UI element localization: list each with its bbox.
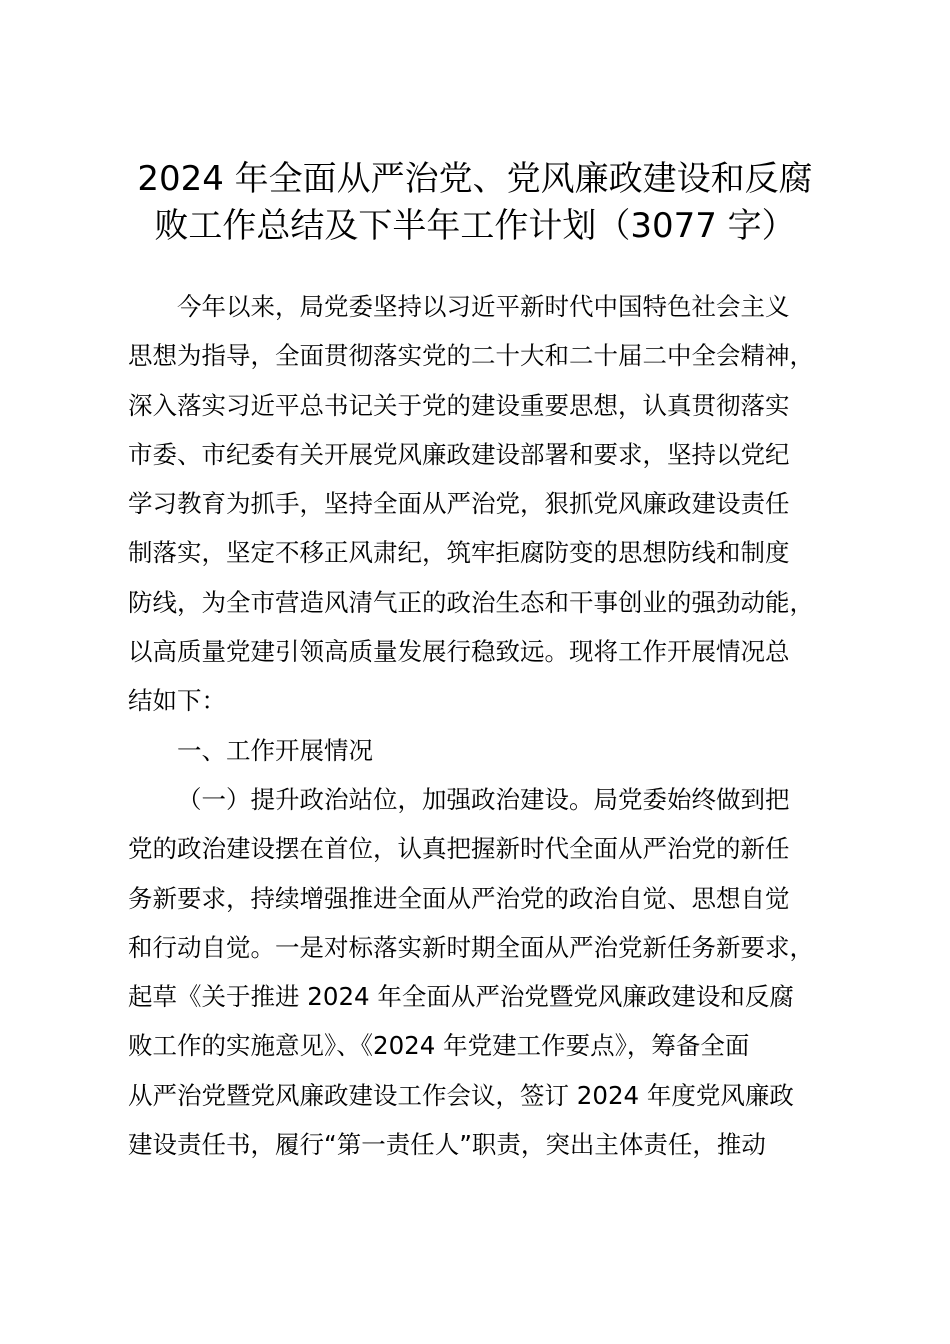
paragraph-1-line-5: 起草《关于推进 2024 年全面从严治党暨党风廉政建设和反腐 — [128, 982, 794, 1012]
document-body — [128, 282, 868, 1169]
paragraph-intro-line-7: 防线，为全市营造风清气正的政治生态和干事创业的强劲动能， — [128, 587, 814, 617]
paragraph-1-line-7: 从严治党暨党风廉政建设工作会议，签订 2024 年度党风廉政 — [128, 1080, 794, 1110]
paragraph-1-line-3: 务新要求，持续增强推进全面从严治党的政治自觉、思想自觉 — [128, 883, 790, 913]
paragraph-intro-line-8: 以高质量党建引领高质量发展行稳致远。现将工作开展情况总 — [128, 637, 790, 667]
paragraph-intro-line-5: 学习教育为抓手，坚持全面从严治党，狠抓党风廉政建设责任 — [128, 489, 790, 519]
document-title — [110, 156, 840, 250]
paragraph-1-line-2: 党的政治建设摆在首位，认真把握新时代全面从严治党的新任 — [128, 834, 790, 864]
paragraph-intro-line-6: 制落实，坚定不移正风肃纪，筑牢拒腐防变的思想防线和制度 — [128, 538, 790, 568]
title-line-2: 败工作总结及下半年工作计划（3077 字） — [154, 206, 796, 246]
paragraph-1-line-6: 败工作的实施意见》、《2024 年党建工作要点》，筹备全面 — [128, 1031, 750, 1061]
section-heading: 一、工作开展情况 — [177, 735, 373, 765]
paragraph-1-line-4: 和行动自觉。一是对标落实新时期全面从严治党新任务新要求， — [128, 932, 814, 962]
paragraph-intro-line-2: 思想为指导，全面贯彻落实党的二十大和二十届二中全会精神， — [128, 341, 814, 371]
title-line-1: 2024 年全面从严治党、党风廉政建设和反腐 — [137, 159, 813, 199]
paragraph-intro-line-4: 市委、市纪委有关开展党风廉政建设部署和要求，坚持以党纪 — [128, 439, 790, 469]
paragraph-1-line-8: 建设责任书，履行“第一责任人”职责，突出主体责任，推动 — [128, 1130, 766, 1160]
paragraph-intro-line-3: 深入落实习近平总书记关于党的建设重要思想，认真贯彻落实 — [128, 390, 790, 420]
paragraph-1-line-1: （一）提升政治站位，加强政治建设。局党委始终做到把 — [177, 784, 790, 814]
paragraph-intro-line-1: 今年以来，局党委坚持以习近平新时代中国特色社会主义 — [177, 292, 790, 321]
paragraph-intro-line-9: 结如下： — [128, 686, 226, 716]
